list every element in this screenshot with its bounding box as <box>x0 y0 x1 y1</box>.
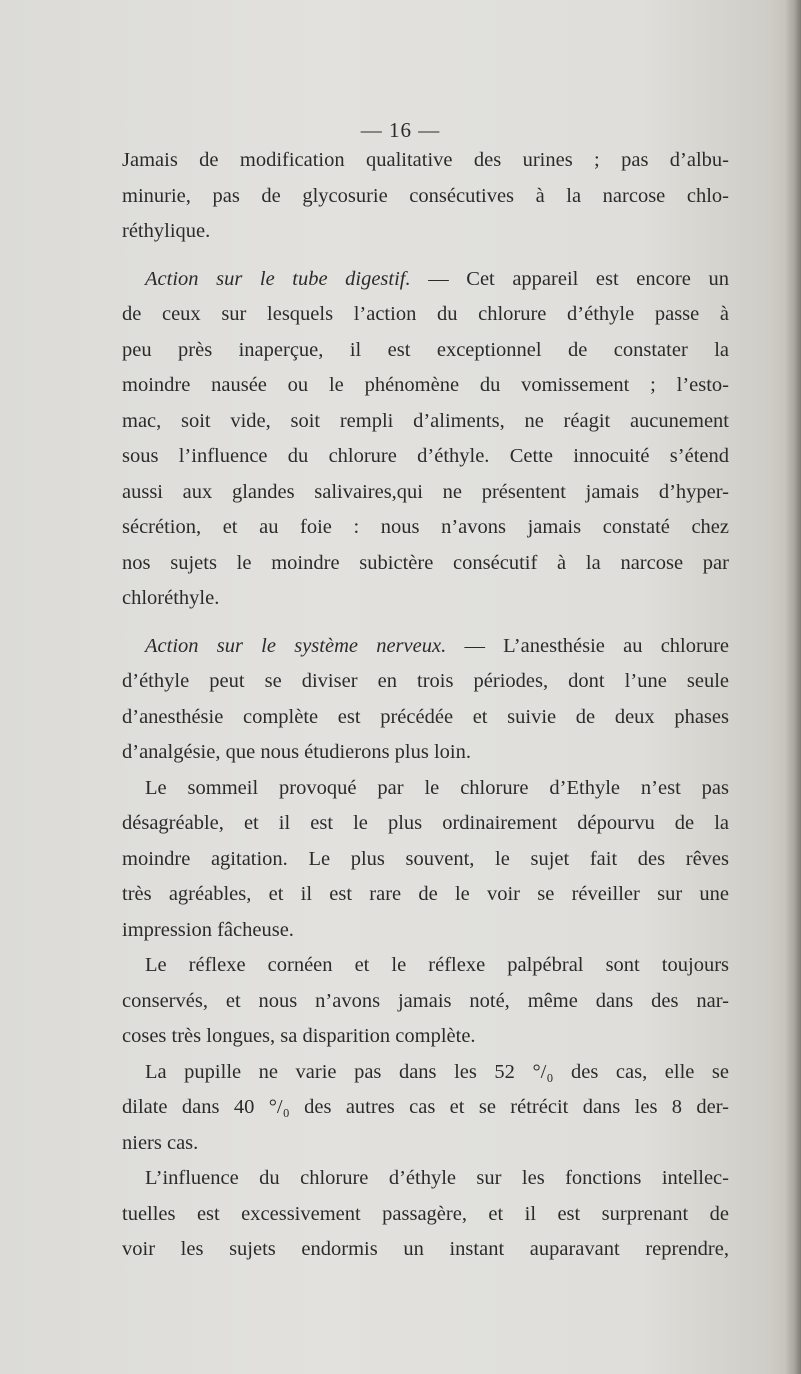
text-line: L’influence du chlorure d’éthyle sur les fonctions intellec- <box>145 1167 729 1189</box>
section-heading: Action sur le système nerveux. <box>145 634 447 657</box>
paragraph <box>122 948 729 1055</box>
paragraph <box>122 771 729 949</box>
paragraph <box>122 629 729 771</box>
text-line: Le réflexe cornéen et le réflexe palpébral sont toujours <box>145 954 729 976</box>
text-line: mac, soit vide, soit rempli d’aliments, ne réagit aucunement <box>122 409 729 432</box>
text-line: d’éthyle peut se diviser en trois périodes, dont l’une seule <box>122 670 729 692</box>
text-line: réthylique. <box>122 220 211 242</box>
text-line: sous l’influence du chlorure d’éthyle. Cette innocuité s’étend <box>122 445 729 467</box>
text-line: La pupille ne varie pas dans les 52 °/₀ des cas, elle se <box>145 1060 729 1083</box>
text-line: conservés, et nous n’avons jamais noté, même dans des nar- <box>122 989 729 1012</box>
text-line: Action sur le système nerveux. — L’anesthésie au chlorure <box>145 634 729 657</box>
paragraph <box>122 1055 729 1162</box>
section-heading: Action sur le tube digestif. <box>145 267 411 290</box>
text-line: désagréable, et il est le plus ordinairement dépourvu de la <box>122 812 729 834</box>
text-line: moindre nausée ou le phénomène du vomissement ; l’esto- <box>122 374 729 396</box>
text-line: Jamais de modification qualitative des urines ; pas d’albu- <box>122 149 729 171</box>
text-line: Le sommeil provoqué par le chlorure d’Ethyle n’est pas <box>145 776 729 799</box>
body-text <box>122 143 729 1268</box>
text-line: Action sur le tube digestif. — Cet appareil est encore un <box>145 267 729 290</box>
text-line: de ceux sur lesquels l’action du chlorure d’éthyle passe à <box>122 303 729 325</box>
paragraph <box>122 1161 729 1268</box>
page-number: — 16 — <box>360 118 441 142</box>
text-line: sécrétion, et au foie : nous n’avons jamais constaté chez <box>122 516 729 538</box>
text-line: moindre agitation. Le plus souvent, le sujet fait des rêves <box>122 847 729 870</box>
text-line: minurie, pas de glycosurie consécutives à la narcose chlo- <box>122 184 729 207</box>
text-line: peu près inaperçue, il est exceptionnel de constater la <box>122 338 729 361</box>
text-line: coses très longues, sa disparition complète. <box>122 1025 476 1047</box>
text-line: voir les sujets endormis un instant auparavant reprendre, <box>122 1238 729 1260</box>
text-line: niers cas. <box>122 1131 199 1154</box>
text-line: chloréthyle. <box>122 587 220 609</box>
text-line: tuelles est excessivement passagère, et il est surprenant de <box>122 1202 729 1225</box>
text-line: nos sujets le moindre subictère consécutif à la narcose par <box>122 551 729 574</box>
text-line: aussi aux glandes salivaires,qui ne présentent jamais d’hyper- <box>122 480 729 503</box>
text-line: impression fâcheuse. <box>122 918 294 941</box>
text-line: dilate dans 40 °/₀ des autres cas et se rétrécit dans les 8 der- <box>122 1096 729 1118</box>
text-line: d’anesthésie complète est précédée et suivie de deux phases <box>122 705 729 728</box>
paragraph <box>122 143 729 250</box>
paragraph <box>122 262 729 617</box>
page-edge-shadow <box>785 0 801 1374</box>
text-line: très agréables, et il est rare de le voir se réveiller sur une <box>122 883 729 905</box>
text-line: d’analgésie, que nous étudierons plus loin. <box>122 741 472 763</box>
